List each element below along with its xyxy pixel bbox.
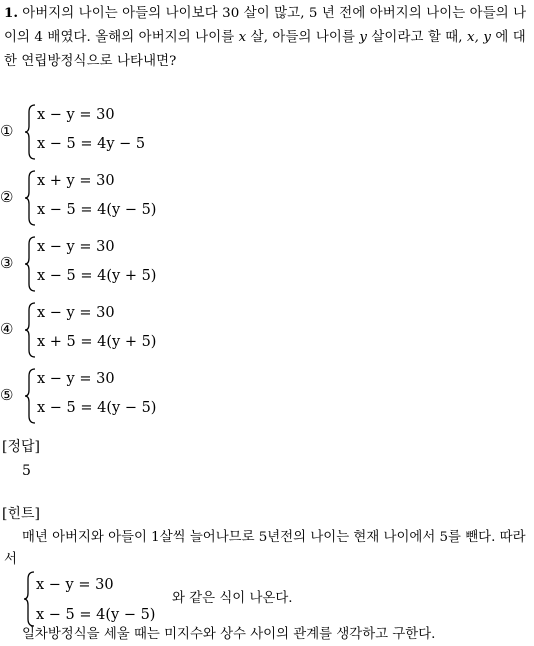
hint-line-2: 일차방정식을 세울 때는 미지수와 상수 사이의 관계를 생각하고 구한다. xyxy=(22,627,436,642)
choice-4[interactable] xyxy=(0,300,300,360)
choice-3-brace xyxy=(24,236,36,292)
question-var-y: y xyxy=(359,30,368,45)
question-text-part-4: 에 대한 연립방정식으로 나타내면? xyxy=(4,30,526,69)
question-vars-xy: x, y xyxy=(467,30,492,45)
choice-2-eq2: x − 5 = 4(y − 5) xyxy=(37,202,157,218)
question-number: 1. xyxy=(4,5,19,21)
choice-5-eq1: x − y = 30 xyxy=(37,371,115,387)
question-text-part-1: 아버지의 나이는 아들의 나이보다 30 살이 많고, 5 년 전에 아버지의 나이는 아들의 나이의 4 배였다. 올해의 아버지의 나이를 xyxy=(4,6,527,45)
choice-2-eq1: x + y = 30 xyxy=(37,173,115,189)
answer-label: [정답] xyxy=(2,439,40,455)
choice-5-mark: ⑤ xyxy=(0,386,14,404)
choice-4-brace xyxy=(24,302,36,358)
choice-1-brace xyxy=(24,104,36,160)
choice-1-eq2: x − 5 = 4y − 5 xyxy=(37,136,146,152)
question-text xyxy=(4,1,532,74)
choice-1-eq1: x − y = 30 xyxy=(37,107,115,123)
choice-5-eq2: x − 5 = 4(y − 5) xyxy=(37,400,157,416)
hint-after-system: 와 같은 식이 나온다. xyxy=(172,591,293,606)
hint-line-1-text: 매년 아버지와 아들이 1살씩 늘어나므로 5년전의 나이는 현재 나이에서 5를 뺀다. 따라서 xyxy=(4,530,526,567)
choice-5-brace xyxy=(24,368,36,424)
question-text-part-2: 살, 아들의 나이를 xyxy=(246,30,360,45)
question-var-x: x xyxy=(238,30,247,45)
choice-2[interactable] xyxy=(0,168,300,228)
choice-1-mark: ① xyxy=(0,122,14,140)
question-text-part-3: 살이라고 할 때, xyxy=(367,30,468,45)
choice-3-eq2: x − 5 = 4(y + 5) xyxy=(37,268,157,284)
hint-eq1: x − y = 30 xyxy=(36,577,114,593)
choice-3[interactable] xyxy=(0,234,300,294)
choice-3-mark: ③ xyxy=(0,254,14,272)
answer-value: 5 xyxy=(22,463,31,479)
hint-line-1 xyxy=(4,527,534,571)
hint-eq2: x − 5 = 4(y − 5) xyxy=(36,607,156,623)
choice-4-eq1: x − y = 30 xyxy=(37,305,115,321)
choice-1[interactable] xyxy=(0,102,300,162)
choice-2-brace xyxy=(24,170,36,226)
choice-4-mark: ④ xyxy=(0,320,14,338)
choice-5[interactable] xyxy=(0,366,300,426)
choice-3-eq1: x − y = 30 xyxy=(37,239,115,255)
choice-2-mark: ② xyxy=(0,188,14,206)
choice-4-eq2: x + 5 = 4(y + 5) xyxy=(37,334,157,350)
hint-system-brace xyxy=(23,571,35,627)
hint-label: [힌트] xyxy=(2,506,40,522)
